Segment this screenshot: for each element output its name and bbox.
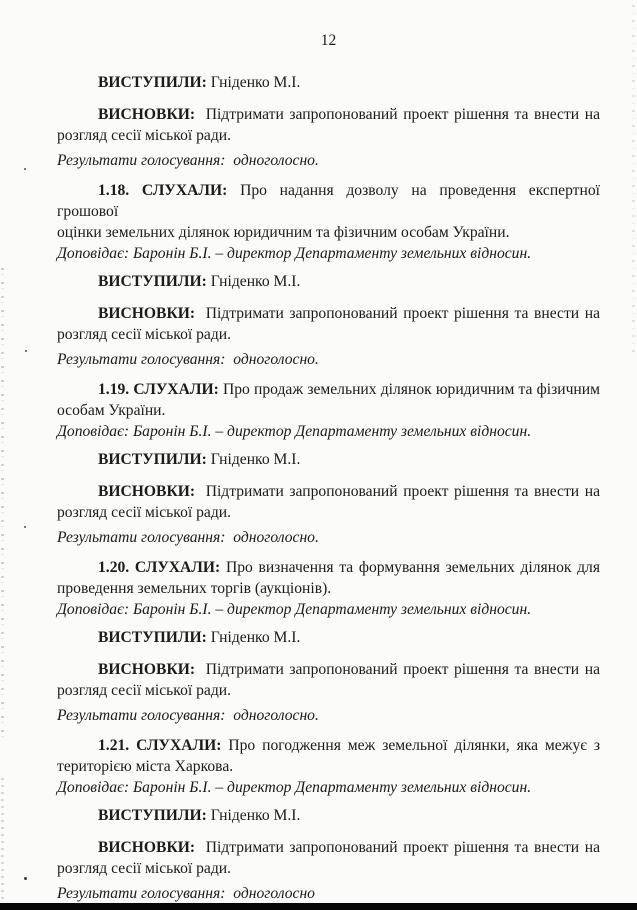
topic-paragraph xyxy=(57,735,600,777)
scan-speck xyxy=(24,526,26,528)
scan-edge-noise-left xyxy=(1,268,4,743)
scan-edge-bar xyxy=(0,903,637,910)
spoke-label: ВИСТУПИЛИ: xyxy=(98,629,207,646)
topic-line xyxy=(57,735,600,756)
spoke-line xyxy=(57,449,600,470)
spoke-label: ВИСТУПИЛИ: xyxy=(98,807,207,824)
topic-line xyxy=(57,557,600,578)
conclusions-line xyxy=(57,659,600,680)
topic-label: 1.19. СЛУХАЛИ: xyxy=(98,381,219,398)
topic-line xyxy=(57,180,600,222)
conclusions-line: розгляд сесії міської ради. xyxy=(57,127,231,144)
reporter-line: Доповідає: Баронін Б.І. – директор Департаменту земельних відносин. xyxy=(57,601,532,618)
conclusions-line: розгляд сесії міської ради. xyxy=(57,860,231,877)
spoke-line xyxy=(57,805,600,826)
agenda-item-1-20 xyxy=(57,557,600,726)
conclusions-text: Підтримати запропонований проект рішення та внести на xyxy=(205,305,600,322)
agenda-item-1-19 xyxy=(57,379,600,548)
conclusions-paragraph xyxy=(57,659,600,701)
conclusions-label: ВИСНОВКИ: xyxy=(98,305,196,322)
reporter-line: Доповідає: Баронін Б.І. – директор Департаменту земельних відносин. xyxy=(57,245,532,262)
topic-line: особам України. xyxy=(57,402,166,419)
conclusions-paragraph xyxy=(57,481,600,523)
topic-text: Про погодження меж земельної ділянки, яка межує з xyxy=(228,737,600,754)
scan-edge-noise-left-lower xyxy=(1,778,4,900)
page-number: 12 xyxy=(320,32,337,49)
topic-text: Про надання дозволу на проведення експертної грошової xyxy=(57,182,600,220)
scan-edge-noise-right xyxy=(632,5,635,353)
conclusions-paragraph xyxy=(57,104,600,146)
topic-text: Про визначення та формування земельних ділянок для xyxy=(225,559,600,576)
conclusions-text: Підтримати запропонований проект рішення та внести на xyxy=(205,106,600,123)
spoke-text: Гніденко М.І. xyxy=(210,74,301,91)
spoke-line xyxy=(57,627,600,648)
topic-line: оцінки земельних ділянок юридичним та фізичним особам України. xyxy=(57,224,510,241)
spoke-label: ВИСТУПИЛИ: xyxy=(98,74,207,91)
conclusions-line: розгляд сесії міської ради. xyxy=(57,326,231,343)
conclusions-label: ВИСНОВКИ: xyxy=(98,661,196,678)
topic-line: територією міста Харкова. xyxy=(57,758,234,775)
conclusions-line xyxy=(57,481,600,502)
spoke-label: ВИСТУПИЛИ: xyxy=(98,273,207,290)
conclusions-paragraph xyxy=(57,303,600,345)
topic-line: проведення земельних торгів (аукціонів). xyxy=(57,580,332,597)
conclusions-text: Підтримати запропонований проект рішення та внести на xyxy=(205,483,600,500)
vote-result-line: Результати голосування: одноголосно. xyxy=(57,351,319,368)
conclusions-line: розгляд сесії міської ради. xyxy=(57,504,231,521)
conclusions-paragraph xyxy=(57,837,600,879)
conclusions-line xyxy=(57,303,600,324)
agenda-item-1-21 xyxy=(57,735,600,904)
scan-speck xyxy=(24,168,26,170)
spoke-line xyxy=(57,72,600,93)
topic-label: 1.18. СЛУХАЛИ: xyxy=(98,182,228,199)
topic-label: 1.21. СЛУХАЛИ: xyxy=(98,737,222,754)
document-content xyxy=(57,65,600,904)
conclusions-label: ВИСНОВКИ: xyxy=(98,839,196,856)
topic-paragraph xyxy=(57,557,600,599)
spoke-text: Гніденко М.І. xyxy=(210,807,301,824)
topic-text: Про продаж земельних ділянок юридичним та фізичним xyxy=(222,381,600,398)
conclusions-text: Підтримати запропонований проект рішення та внести на xyxy=(205,839,600,856)
reporter-line: Доповідає: Баронін Б.І. – директор Департаменту земельних відносин. xyxy=(57,779,532,796)
topic-paragraph xyxy=(57,180,600,243)
spoke-text: Гніденко М.І. xyxy=(210,273,301,290)
spoke-line xyxy=(57,271,600,292)
topic-line xyxy=(57,379,600,400)
vote-result-line: Результати голосування: одноголосно. xyxy=(57,707,319,724)
spoke-text: Гніденко М.І. xyxy=(210,451,301,468)
vote-result-line: Результати голосування: одноголосно xyxy=(57,885,315,902)
topic-paragraph xyxy=(57,379,600,421)
vote-result-line: Результати голосування: одноголосно. xyxy=(57,152,319,169)
vote-result-line: Результати голосування: одноголосно. xyxy=(57,529,319,546)
scan-speck xyxy=(24,877,27,880)
reporter-line: Доповідає: Баронін Б.І. – директор Департаменту земельних відносин. xyxy=(57,423,532,440)
agenda-item-continuation xyxy=(57,65,600,171)
agenda-item-1-18 xyxy=(57,180,600,370)
conclusions-line xyxy=(57,837,600,858)
scan-speck xyxy=(25,350,27,352)
topic-label: 1.20. СЛУХАЛИ: xyxy=(98,559,221,576)
spoke-label: ВИСТУПИЛИ: xyxy=(98,451,207,468)
conclusions-line: розгляд сесії міської ради. xyxy=(57,682,231,699)
spoke-text: Гніденко М.І. xyxy=(210,629,301,646)
conclusions-label: ВИСНОВКИ: xyxy=(98,483,196,500)
conclusions-label: ВИСНОВКИ: xyxy=(98,106,196,123)
conclusions-text: Підтримати запропонований проект рішення та внести на xyxy=(205,661,600,678)
conclusions-line xyxy=(57,104,600,125)
